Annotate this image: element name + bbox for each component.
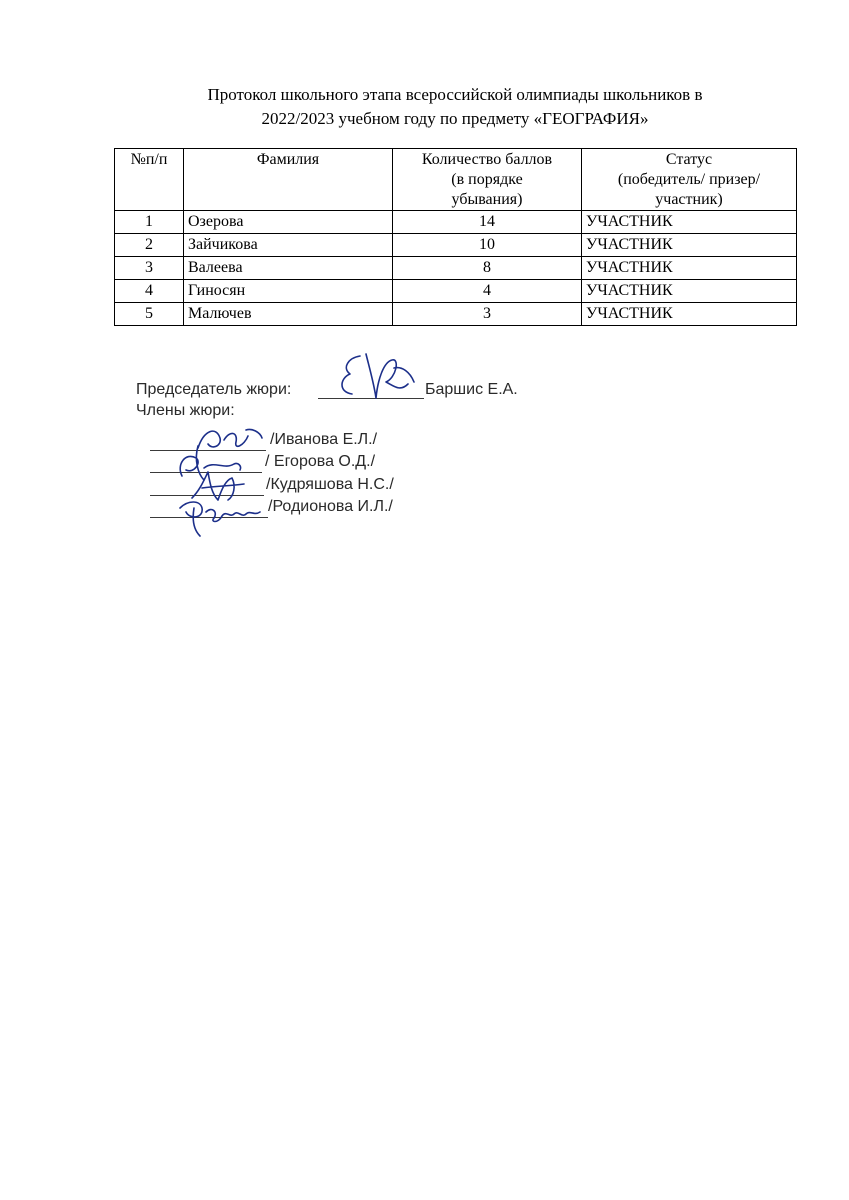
document-title <box>100 83 810 131</box>
title-line-1: Протокол школьного этапа всероссийской олимпиады школьников в <box>207 85 703 104</box>
member-name: /Кудряшова Н.С./ <box>266 476 394 493</box>
row-num: 3 <box>115 257 184 280</box>
row-surname: Гиносян <box>184 280 393 303</box>
header-score: Количество баллов (в порядке убывания) <box>393 149 582 211</box>
title-line-2: 2022/2023 учебном году по предмету «ГЕОГРАФИЯ» <box>261 109 649 128</box>
table-row <box>115 234 797 257</box>
member-signature-mark <box>172 488 272 540</box>
row-num: 5 <box>115 303 184 326</box>
row-status: УЧАСТНИК <box>582 257 797 280</box>
chair-signature-line <box>318 398 424 399</box>
members-label: Члены жюри: <box>136 402 235 419</box>
member-signature-line <box>150 495 264 496</box>
table-row <box>115 280 797 303</box>
chair-label: Председатель жюри: <box>136 381 292 398</box>
row-surname: Малючев <box>184 303 393 326</box>
member-signature-line <box>150 517 268 518</box>
row-surname: Озерова <box>184 211 393 234</box>
row-score: 8 <box>393 257 582 280</box>
chair-name: Баршис Е.А. <box>425 381 518 398</box>
row-score: 3 <box>393 303 582 326</box>
table-row <box>115 257 797 280</box>
member-signature-line <box>150 472 262 473</box>
table-row <box>115 303 797 326</box>
table-row <box>115 211 797 234</box>
row-surname: Зайчикова <box>184 234 393 257</box>
results-table <box>114 148 797 326</box>
member-signature-mark <box>182 464 252 506</box>
chair-signature-mark <box>330 348 420 408</box>
row-status: УЧАСТНИК <box>582 211 797 234</box>
member-signature-mark <box>168 440 248 485</box>
member-signature-mark <box>190 418 270 458</box>
row-surname: Валеева <box>184 257 393 280</box>
row-num: 1 <box>115 211 184 234</box>
member-name: / Егорова О.Д./ <box>265 453 376 470</box>
header-row <box>115 149 797 211</box>
row-score: 4 <box>393 280 582 303</box>
row-status: УЧАСТНИК <box>582 234 797 257</box>
member-name: /Родионова И.Л./ <box>268 498 393 515</box>
header-num: №п/п <box>115 149 184 211</box>
row-status: УЧАСТНИК <box>582 280 797 303</box>
header-surname: Фамилия <box>184 149 393 211</box>
row-num: 2 <box>115 234 184 257</box>
member-signature-line <box>150 450 266 451</box>
row-num: 4 <box>115 280 184 303</box>
header-status: Статус (победитель/ призер/ участник) <box>582 149 797 211</box>
row-score: 14 <box>393 211 582 234</box>
member-name: /Иванова Е.Л./ <box>270 431 378 448</box>
row-score: 10 <box>393 234 582 257</box>
row-status: УЧАСТНИК <box>582 303 797 326</box>
